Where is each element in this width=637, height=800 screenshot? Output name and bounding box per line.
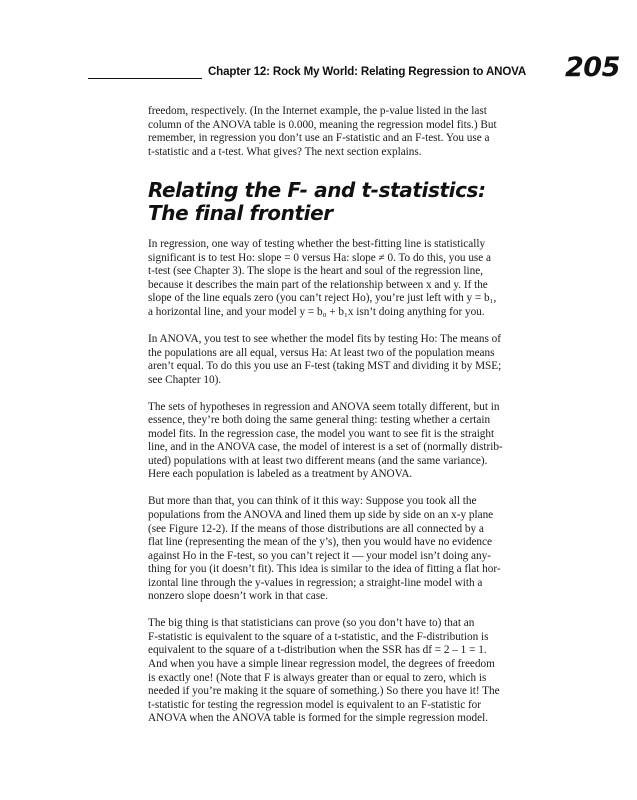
page-body	[148, 105, 544, 739]
text-line: significant is to test Ho: slope = 0 versus Ha: slope ≠ 0. To do this, you use a	[148, 251, 492, 264]
text-line: the populations are all equal, versus Ha: At least two of the population means	[148, 346, 495, 359]
text-line: remember, in regression you don’t use an F-statistic and an F-test. You use a	[148, 132, 490, 145]
section-heading	[148, 179, 544, 224]
text-line: essence, they’re both doing the same general thing: testing whether a certain	[148, 414, 491, 427]
body-paragraph	[148, 333, 544, 387]
text-line: line, and in the ANOVA case, the model of interest is a set of (normally distrib-	[148, 441, 503, 454]
text-line: thing for you (it doesn’t fit). This idea is similar to the idea of fitting a flat hor-	[148, 563, 501, 576]
body-paragraph	[148, 238, 544, 319]
body-paragraph	[148, 401, 544, 482]
text-line: nonzero slope doesn’t work in that case.	[148, 590, 328, 603]
text-line: equivalent to the square of a t-distribution when the SSR has df = 2 – 1 = 1.	[148, 644, 487, 657]
text-line: Here each population is labeled as a treatment by ANOVA.	[148, 468, 413, 481]
text-line: (see Figure 12-2). If the means of those distributions are all connected by a	[148, 522, 484, 535]
text-line: The big thing is that statisticians can prove (so you don’t have to) that an	[148, 617, 475, 630]
text-line: against Ho in the F-test, so you can’t reject it — your model isn’t doing any-	[148, 549, 491, 562]
text-line: aren’t equal. To do this you use an F-test (taking MST and dividing it by MSE;	[148, 360, 502, 373]
text-line: In ANOVA, you test to see whether the model fits by testing Ho: The means of	[148, 332, 502, 345]
running-header-title: Chapter 12: Rock My World: Relating Regression to ANOVA	[208, 64, 527, 78]
text-line: flat line (representing the mean of the y’s), then you would have no evidence	[148, 536, 492, 549]
header-rule	[88, 78, 202, 79]
text-line: slope of the line equals zero (you can’t reject Ho), you’re just left with y = b₁,	[148, 292, 497, 305]
text-line: The sets of hypotheses in regression and ANOVA seem totally different, but in	[148, 400, 500, 413]
text-line: t-statistic for testing the regression model is equivalent to an F-statistic for	[148, 698, 482, 711]
text-line: because it describes the main part of the relationship between x and y. If the	[148, 278, 488, 291]
text-line: izontal line through the y-values in regression; a straight-line model with a	[148, 576, 483, 589]
body-paragraph	[148, 617, 544, 725]
text-line: column of the ANOVA table is 0.000, meaning the regression model fits.) But	[148, 118, 497, 131]
text-line: t-statistic and a t-test. What gives? The next section explains.	[148, 145, 422, 158]
text-line: freedom, respectively. (In the Internet example, the p-value listed in the last	[148, 105, 487, 117]
text-line: In regression, one way of testing whether the best-fitting line is statistically	[148, 238, 486, 251]
text-line: needed if you’re making it the square of something.) So there you have it! The	[148, 685, 500, 698]
section-heading-line: Relating the F- and t-statistics:	[148, 178, 486, 203]
text-line: F-statistic is equivalent to the square of a t-statistic, and the F-distribution is	[148, 630, 489, 643]
text-line: model fits. In the regression case, the model you want to see fit is the straight	[148, 427, 495, 440]
intro-paragraph	[148, 105, 544, 159]
text-line: ANOVA when the ANOVA table is formed for the simple regression model.	[148, 712, 489, 725]
text-line: populations from the ANOVA and lined them up side by side on an x-y plane	[148, 508, 494, 521]
section-heading-line: The final frontier	[148, 200, 333, 225]
text-line: t-test (see Chapter 3). The slope is the heart and soul of the regression line,	[148, 265, 483, 278]
body-paragraph	[148, 495, 544, 603]
text-line: uted) populations with at least two different means (and the same variance).	[148, 454, 488, 467]
page-number: 205	[565, 52, 620, 83]
text-line: And when you have a simple linear regression model, the degrees of freedom	[148, 657, 495, 670]
text-line: But more than that, you can think of it this way: Suppose you took all the	[148, 495, 477, 508]
text-line: see Chapter 10).	[148, 373, 222, 386]
text-line: a horizontal line, and your model y = b₀ + b₁x isn’t doing anything for you.	[148, 305, 485, 318]
text-line: is exactly one! (Note that F is always greater than or equal to zero, which is	[148, 671, 487, 684]
